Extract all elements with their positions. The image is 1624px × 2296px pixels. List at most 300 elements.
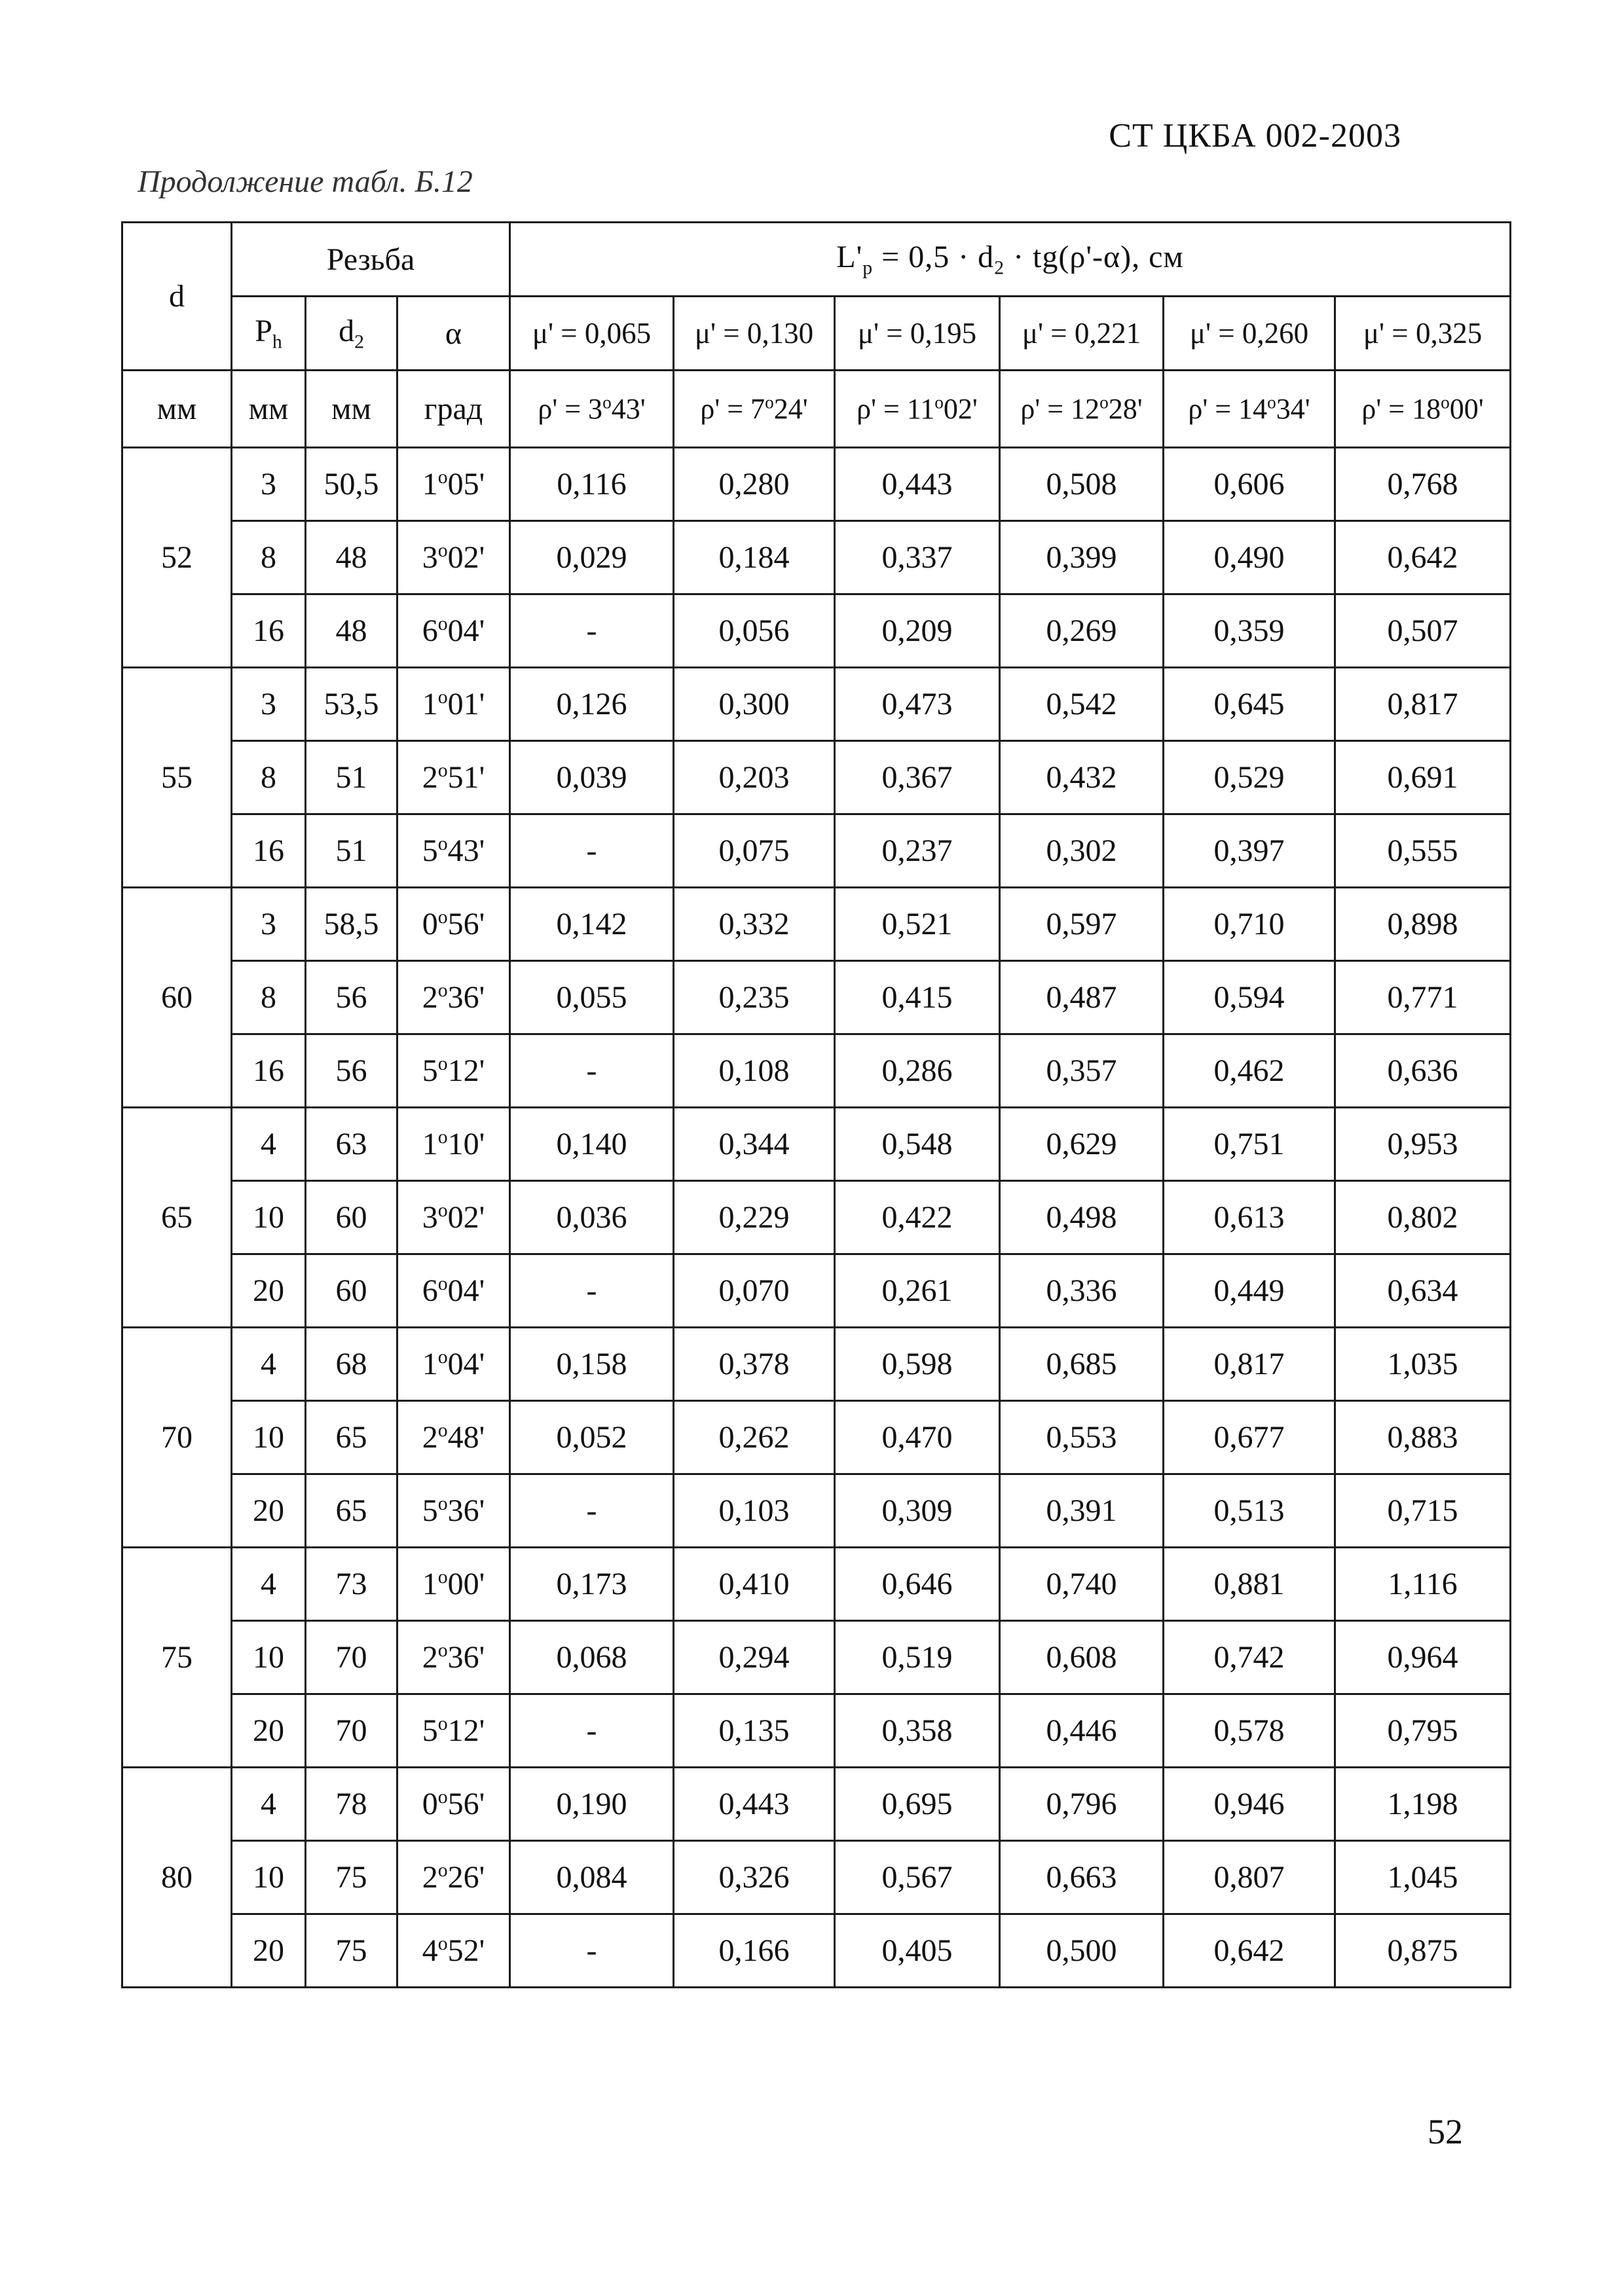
cell-value: 0,173 bbox=[510, 1548, 674, 1621]
alpha-minutes: 26' bbox=[447, 1860, 485, 1895]
col-header-d2 bbox=[306, 297, 397, 371]
unit-alpha: град bbox=[397, 371, 510, 448]
cell-value: 0,359 bbox=[1164, 594, 1335, 668]
formula-lhs-sub: p bbox=[862, 257, 874, 279]
alpha-degrees: 1 bbox=[422, 1127, 438, 1161]
rho-header bbox=[1164, 371, 1335, 448]
formula-lhs: L' bbox=[836, 240, 863, 275]
cell-d2: 75 bbox=[306, 1914, 397, 1988]
cell-ph: 3 bbox=[232, 888, 306, 961]
cell-value: 0,422 bbox=[835, 1181, 1000, 1254]
cell-value: 0,606 bbox=[1164, 448, 1335, 521]
alpha-degrees: 3 bbox=[422, 540, 438, 575]
alpha-degrees: 1 bbox=[422, 1347, 438, 1381]
cell-value: 0,446 bbox=[1000, 1694, 1164, 1768]
degree-sign: o bbox=[437, 1199, 448, 1221]
cell-value: 0,135 bbox=[674, 1694, 835, 1768]
cell-value: 0,521 bbox=[835, 888, 1000, 961]
cell-value: 0,597 bbox=[1000, 888, 1164, 961]
alpha-degrees: 2 bbox=[422, 1640, 438, 1675]
header-row-2 bbox=[122, 297, 1511, 371]
header-row-1 bbox=[122, 223, 1511, 297]
cell-value: 0,344 bbox=[674, 1108, 835, 1181]
cell-value: 0,740 bbox=[1000, 1548, 1164, 1621]
cell-value: 0,286 bbox=[835, 1034, 1000, 1108]
cell-value: 0,443 bbox=[674, 1768, 835, 1841]
cell-ph: 4 bbox=[232, 1768, 306, 1841]
cell-value: 0,953 bbox=[1335, 1108, 1511, 1181]
torque-table bbox=[121, 221, 1511, 1988]
cell-value: 0,108 bbox=[674, 1034, 835, 1108]
cell-alpha bbox=[397, 1621, 510, 1694]
alpha-minutes: 52' bbox=[447, 1933, 485, 1968]
rho-deg: o bbox=[765, 392, 774, 412]
cell-value: 0,261 bbox=[835, 1254, 1000, 1328]
rho-header bbox=[510, 371, 674, 448]
table-row bbox=[122, 741, 1511, 814]
cell-d2: 75 bbox=[306, 1841, 397, 1914]
cell-value: 0,367 bbox=[835, 741, 1000, 814]
alpha-minutes: 36' bbox=[447, 1493, 485, 1528]
alpha-degrees: 2 bbox=[422, 1860, 438, 1895]
cell-alpha bbox=[397, 594, 510, 668]
alpha-minutes: 02' bbox=[447, 1200, 485, 1235]
cell-value: 0,294 bbox=[674, 1621, 835, 1694]
ph-sub: h bbox=[272, 331, 282, 353]
cell-d2: 68 bbox=[306, 1328, 397, 1401]
cell-alpha bbox=[397, 521, 510, 594]
degree-sign: o bbox=[437, 1419, 448, 1441]
cell-alpha bbox=[397, 1841, 510, 1914]
cell-d2: 51 bbox=[306, 741, 397, 814]
cell-value: 0,768 bbox=[1335, 448, 1511, 521]
cell-value: 0,742 bbox=[1164, 1621, 1335, 1694]
degree-sign: o bbox=[437, 686, 448, 708]
cell-value: 0,190 bbox=[510, 1768, 674, 1841]
cell-ph: 4 bbox=[232, 1548, 306, 1621]
table-row bbox=[122, 594, 1511, 668]
alpha-degrees: 6 bbox=[422, 1273, 438, 1308]
alpha-minutes: 51' bbox=[447, 760, 485, 795]
cell-value: 0,807 bbox=[1164, 1841, 1335, 1914]
cell-alpha bbox=[397, 1034, 510, 1108]
cell-value: 0,142 bbox=[510, 888, 674, 961]
table-body bbox=[122, 223, 1511, 1988]
rho-pre: ρ' = 14 bbox=[1188, 393, 1268, 425]
cell-d2: 65 bbox=[306, 1474, 397, 1548]
table-row bbox=[122, 1034, 1511, 1108]
degree-sign: o bbox=[437, 613, 448, 634]
cell-ph: 10 bbox=[232, 1621, 306, 1694]
cell-value: 0,443 bbox=[835, 448, 1000, 521]
cell-value: 0,055 bbox=[510, 961, 674, 1034]
cell-d2: 65 bbox=[306, 1401, 397, 1474]
cell-value: 0,158 bbox=[510, 1328, 674, 1401]
rho-header bbox=[1000, 371, 1164, 448]
cell-d: 75 bbox=[122, 1548, 232, 1768]
cell-value: 0,642 bbox=[1335, 521, 1511, 594]
col-header-d: d bbox=[122, 223, 232, 371]
table-row bbox=[122, 1621, 1511, 1694]
cell-value: 0,166 bbox=[674, 1914, 835, 1988]
cell-value: 0,036 bbox=[510, 1181, 674, 1254]
cell-value: 0,498 bbox=[1000, 1181, 1164, 1254]
cell-value: - bbox=[510, 814, 674, 888]
table-row bbox=[122, 1841, 1511, 1914]
cell-value: 0,663 bbox=[1000, 1841, 1164, 1914]
table-row bbox=[122, 961, 1511, 1034]
cell-value: 0,964 bbox=[1335, 1621, 1511, 1694]
cell-ph: 20 bbox=[232, 1254, 306, 1328]
cell-alpha bbox=[397, 1914, 510, 1988]
cell-value: 1,045 bbox=[1335, 1841, 1511, 1914]
cell-value: 0,229 bbox=[674, 1181, 835, 1254]
cell-value: 0,817 bbox=[1164, 1328, 1335, 1401]
table-continuation-caption: Продолжение табл. Б.12 bbox=[138, 164, 473, 199]
d2-main: d bbox=[339, 314, 355, 349]
degree-sign: o bbox=[437, 1126, 448, 1148]
page-number: 52 bbox=[1428, 2112, 1463, 2151]
alpha-degrees: 5 bbox=[422, 833, 438, 868]
cell-ph: 10 bbox=[232, 1841, 306, 1914]
cell-value: 0,337 bbox=[835, 521, 1000, 594]
table-row bbox=[122, 521, 1511, 594]
cell-d: 55 bbox=[122, 668, 232, 888]
rho-post: 34' bbox=[1276, 393, 1310, 425]
table-row bbox=[122, 448, 1511, 521]
cell-value: 0,578 bbox=[1164, 1694, 1335, 1768]
cell-value: 0,642 bbox=[1164, 1914, 1335, 1988]
degree-sign: o bbox=[437, 1346, 448, 1368]
cell-value: 0,548 bbox=[835, 1108, 1000, 1181]
degree-sign: o bbox=[437, 1273, 448, 1294]
alpha-degrees: 3 bbox=[422, 1200, 438, 1235]
alpha-minutes: 05' bbox=[447, 467, 485, 501]
cell-value: 0,636 bbox=[1335, 1034, 1511, 1108]
rho-pre: ρ' = 3 bbox=[538, 393, 603, 425]
cell-value: 0,567 bbox=[835, 1841, 1000, 1914]
cell-value: 0,116 bbox=[510, 448, 674, 521]
alpha-degrees: 2 bbox=[422, 760, 438, 795]
cell-value: 0,507 bbox=[1335, 594, 1511, 668]
cell-ph: 16 bbox=[232, 594, 306, 668]
cell-value: 0,203 bbox=[674, 741, 835, 814]
cell-value: 0,068 bbox=[510, 1621, 674, 1694]
degree-sign: o bbox=[437, 1639, 448, 1661]
cell-value: 1,116 bbox=[1335, 1548, 1511, 1621]
table-row bbox=[122, 1474, 1511, 1548]
cell-value: 0,039 bbox=[510, 741, 674, 814]
mu-header: μ' = 0,260 bbox=[1164, 297, 1335, 371]
rho-deg: o bbox=[934, 392, 944, 412]
alpha-degrees: 5 bbox=[422, 1713, 438, 1748]
degree-sign: o bbox=[437, 1859, 448, 1881]
cell-value: 0,487 bbox=[1000, 961, 1164, 1034]
cell-d2: 60 bbox=[306, 1181, 397, 1254]
rho-deg: o bbox=[1267, 392, 1276, 412]
cell-value: 0,075 bbox=[674, 814, 835, 888]
cell-d2: 48 bbox=[306, 521, 397, 594]
alpha-minutes: 36' bbox=[447, 980, 485, 1015]
cell-value: 0,399 bbox=[1000, 521, 1164, 594]
cell-value: 0,332 bbox=[674, 888, 835, 961]
cell-value: 1,198 bbox=[1335, 1768, 1511, 1841]
d2-sub: 2 bbox=[354, 331, 364, 353]
cell-value: 0,391 bbox=[1000, 1474, 1164, 1548]
cell-value: 0,817 bbox=[1335, 668, 1511, 741]
cell-d: 65 bbox=[122, 1108, 232, 1328]
degree-sign: o bbox=[437, 1786, 448, 1808]
cell-value: 0,881 bbox=[1164, 1548, 1335, 1621]
formula-d-sub: 2 bbox=[994, 257, 1005, 279]
alpha-degrees: 5 bbox=[422, 1053, 438, 1088]
col-header-formula bbox=[510, 223, 1511, 297]
cell-value: 0,237 bbox=[835, 814, 1000, 888]
units-row bbox=[122, 371, 1511, 448]
table-row bbox=[122, 1181, 1511, 1254]
cell-value: 0,357 bbox=[1000, 1034, 1164, 1108]
cell-d2: 78 bbox=[306, 1768, 397, 1841]
cell-value: 0,875 bbox=[1335, 1914, 1511, 1988]
cell-value: 0,432 bbox=[1000, 741, 1164, 814]
rho-deg: o bbox=[1441, 392, 1450, 412]
cell-value: 0,084 bbox=[510, 1841, 674, 1914]
unit-d: мм bbox=[122, 371, 232, 448]
mu-header: μ' = 0,065 bbox=[510, 297, 674, 371]
cell-value: 0,473 bbox=[835, 668, 1000, 741]
cell-value: 0,613 bbox=[1164, 1181, 1335, 1254]
alpha-minutes: 12' bbox=[447, 1713, 485, 1748]
cell-ph: 16 bbox=[232, 814, 306, 888]
alpha-degrees: 1 bbox=[422, 687, 438, 721]
cell-value: 0,052 bbox=[510, 1401, 674, 1474]
cell-value: 0,462 bbox=[1164, 1034, 1335, 1108]
cell-d2: 48 bbox=[306, 594, 397, 668]
cell-value: 0,209 bbox=[835, 594, 1000, 668]
cell-value: 0,126 bbox=[510, 668, 674, 741]
table-row bbox=[122, 1548, 1511, 1621]
rho-header bbox=[835, 371, 1000, 448]
table-row bbox=[122, 1108, 1511, 1181]
rho-deg: o bbox=[1099, 392, 1109, 412]
cell-value: 0,519 bbox=[835, 1621, 1000, 1694]
cell-value: 0,415 bbox=[835, 961, 1000, 1034]
cell-value: 0,410 bbox=[674, 1548, 835, 1621]
cell-value: 0,608 bbox=[1000, 1621, 1164, 1694]
rho-header bbox=[1335, 371, 1511, 448]
cell-d: 60 bbox=[122, 888, 232, 1108]
table-row bbox=[122, 1254, 1511, 1328]
degree-sign: o bbox=[437, 466, 448, 488]
cell-ph: 10 bbox=[232, 1401, 306, 1474]
cell-value: 0,553 bbox=[1000, 1401, 1164, 1474]
cell-value: 0,508 bbox=[1000, 448, 1164, 521]
table-row bbox=[122, 1401, 1511, 1474]
cell-value: 0,751 bbox=[1164, 1108, 1335, 1181]
cell-value: 0,598 bbox=[835, 1328, 1000, 1401]
cell-value: 0,771 bbox=[1335, 961, 1511, 1034]
table-row bbox=[122, 1768, 1511, 1841]
cell-alpha bbox=[397, 1401, 510, 1474]
table-row bbox=[122, 1914, 1511, 1988]
col-header-ph bbox=[232, 297, 306, 371]
cell-value: 0,029 bbox=[510, 521, 674, 594]
cell-value: 0,470 bbox=[835, 1401, 1000, 1474]
formula-eq: = 0,5 · d bbox=[873, 240, 995, 275]
cell-d2: 70 bbox=[306, 1621, 397, 1694]
degree-sign: o bbox=[437, 979, 448, 1001]
cell-alpha bbox=[397, 1548, 510, 1621]
cell-alpha bbox=[397, 741, 510, 814]
alpha-minutes: 04' bbox=[447, 1347, 485, 1381]
cell-value: 0,070 bbox=[674, 1254, 835, 1328]
alpha-degrees: 4 bbox=[422, 1933, 438, 1968]
cell-ph: 20 bbox=[232, 1474, 306, 1548]
cell-value: 0,449 bbox=[1164, 1254, 1335, 1328]
cell-value: - bbox=[510, 1034, 674, 1108]
mu-header: μ' = 0,195 bbox=[835, 297, 1000, 371]
degree-sign: o bbox=[437, 1713, 448, 1734]
degree-sign: o bbox=[437, 906, 448, 928]
cell-value: 0,309 bbox=[835, 1474, 1000, 1548]
alpha-minutes: 36' bbox=[447, 1640, 485, 1675]
cell-ph: 3 bbox=[232, 448, 306, 521]
cell-d: 70 bbox=[122, 1328, 232, 1548]
cell-alpha bbox=[397, 1328, 510, 1401]
cell-value: 0,555 bbox=[1335, 814, 1511, 888]
degree-sign: o bbox=[437, 539, 448, 561]
cell-alpha bbox=[397, 888, 510, 961]
cell-alpha bbox=[397, 668, 510, 741]
cell-alpha bbox=[397, 1694, 510, 1768]
cell-value: - bbox=[510, 594, 674, 668]
cell-value: 0,685 bbox=[1000, 1328, 1164, 1401]
col-header-alpha: α bbox=[397, 297, 510, 371]
cell-ph: 4 bbox=[232, 1108, 306, 1181]
cell-value: 0,634 bbox=[1335, 1254, 1511, 1328]
cell-d: 52 bbox=[122, 448, 232, 668]
ph-main: P bbox=[255, 314, 272, 349]
cell-alpha bbox=[397, 1181, 510, 1254]
cell-ph: 3 bbox=[232, 668, 306, 741]
cell-ph: 10 bbox=[232, 1181, 306, 1254]
cell-value: 0,336 bbox=[1000, 1254, 1164, 1328]
rho-pre: ρ' = 18 bbox=[1361, 393, 1441, 425]
cell-alpha bbox=[397, 448, 510, 521]
cell-value: 0,715 bbox=[1335, 1474, 1511, 1548]
cell-ph: 20 bbox=[232, 1914, 306, 1988]
col-header-thread: Резьба bbox=[232, 223, 510, 297]
rho-post: 24' bbox=[773, 393, 808, 425]
cell-value: 0,269 bbox=[1000, 594, 1164, 668]
alpha-minutes: 10' bbox=[447, 1127, 485, 1161]
mu-header: μ' = 0,221 bbox=[1000, 297, 1164, 371]
alpha-degrees: 2 bbox=[422, 980, 438, 1015]
cell-value: 0,796 bbox=[1000, 1768, 1164, 1841]
degree-sign: o bbox=[437, 1933, 448, 1954]
table-row bbox=[122, 668, 1511, 741]
alpha-degrees: 0 bbox=[422, 1787, 438, 1821]
cell-d2: 56 bbox=[306, 1034, 397, 1108]
cell-value: 0,326 bbox=[674, 1841, 835, 1914]
degree-sign: o bbox=[437, 833, 448, 854]
alpha-minutes: 48' bbox=[447, 1420, 485, 1455]
cell-ph: 20 bbox=[232, 1694, 306, 1768]
alpha-minutes: 01' bbox=[447, 687, 485, 721]
cell-d2: 50,5 bbox=[306, 448, 397, 521]
rho-deg: o bbox=[602, 392, 612, 412]
cell-d2: 73 bbox=[306, 1548, 397, 1621]
cell-value: 0,898 bbox=[1335, 888, 1511, 961]
degree-sign: o bbox=[437, 1566, 448, 1588]
table-row bbox=[122, 888, 1511, 961]
formula-rest: · tg(ρ'-α), см bbox=[1005, 240, 1184, 275]
cell-value: 1,035 bbox=[1335, 1328, 1511, 1401]
cell-d2: 63 bbox=[306, 1108, 397, 1181]
alpha-degrees: 0 bbox=[422, 907, 438, 941]
cell-value: 0,184 bbox=[674, 521, 835, 594]
cell-value: 0,140 bbox=[510, 1108, 674, 1181]
alpha-minutes: 56' bbox=[447, 1787, 485, 1821]
cell-ph: 8 bbox=[232, 521, 306, 594]
cell-value: 0,302 bbox=[1000, 814, 1164, 888]
cell-alpha bbox=[397, 1768, 510, 1841]
cell-value: 0,405 bbox=[835, 1914, 1000, 1988]
cell-value: - bbox=[510, 1694, 674, 1768]
alpha-minutes: 02' bbox=[447, 540, 485, 575]
cell-value: - bbox=[510, 1914, 674, 1988]
cell-value: 0,645 bbox=[1164, 668, 1335, 741]
cell-value: - bbox=[510, 1254, 674, 1328]
cell-value: 0,490 bbox=[1164, 521, 1335, 594]
cell-value: 0,358 bbox=[835, 1694, 1000, 1768]
alpha-degrees: 1 bbox=[422, 467, 438, 501]
cell-alpha bbox=[397, 961, 510, 1034]
rho-header bbox=[674, 371, 835, 448]
cell-value: 0,691 bbox=[1335, 741, 1511, 814]
cell-d2: 60 bbox=[306, 1254, 397, 1328]
rho-post: 28' bbox=[1108, 393, 1143, 425]
table-row bbox=[122, 1694, 1511, 1768]
cell-value: 0,280 bbox=[674, 448, 835, 521]
unit-ph: мм bbox=[232, 371, 306, 448]
alpha-degrees: 5 bbox=[422, 1493, 438, 1528]
cell-value: 0,397 bbox=[1164, 814, 1335, 888]
alpha-degrees: 2 bbox=[422, 1420, 438, 1455]
cell-d2: 56 bbox=[306, 961, 397, 1034]
alpha-degrees: 6 bbox=[422, 613, 438, 648]
rho-pre: ρ' = 12 bbox=[1020, 393, 1100, 425]
cell-value: - bbox=[510, 1474, 674, 1548]
rho-post: 00' bbox=[1449, 393, 1484, 425]
cell-d2: 51 bbox=[306, 814, 397, 888]
cell-value: 0,235 bbox=[674, 961, 835, 1034]
cell-value: 0,946 bbox=[1164, 1768, 1335, 1841]
cell-value: 0,646 bbox=[835, 1548, 1000, 1621]
rho-pre: ρ' = 11 bbox=[857, 393, 935, 425]
cell-alpha bbox=[397, 1108, 510, 1181]
cell-value: 0,629 bbox=[1000, 1108, 1164, 1181]
cell-value: 0,594 bbox=[1164, 961, 1335, 1034]
cell-value: 0,802 bbox=[1335, 1181, 1511, 1254]
cell-value: 0,500 bbox=[1000, 1914, 1164, 1988]
cell-value: 0,710 bbox=[1164, 888, 1335, 961]
alpha-minutes: 56' bbox=[447, 907, 485, 941]
cell-alpha bbox=[397, 814, 510, 888]
alpha-degrees: 1 bbox=[422, 1567, 438, 1601]
cell-value: 0,542 bbox=[1000, 668, 1164, 741]
cell-ph: 16 bbox=[232, 1034, 306, 1108]
